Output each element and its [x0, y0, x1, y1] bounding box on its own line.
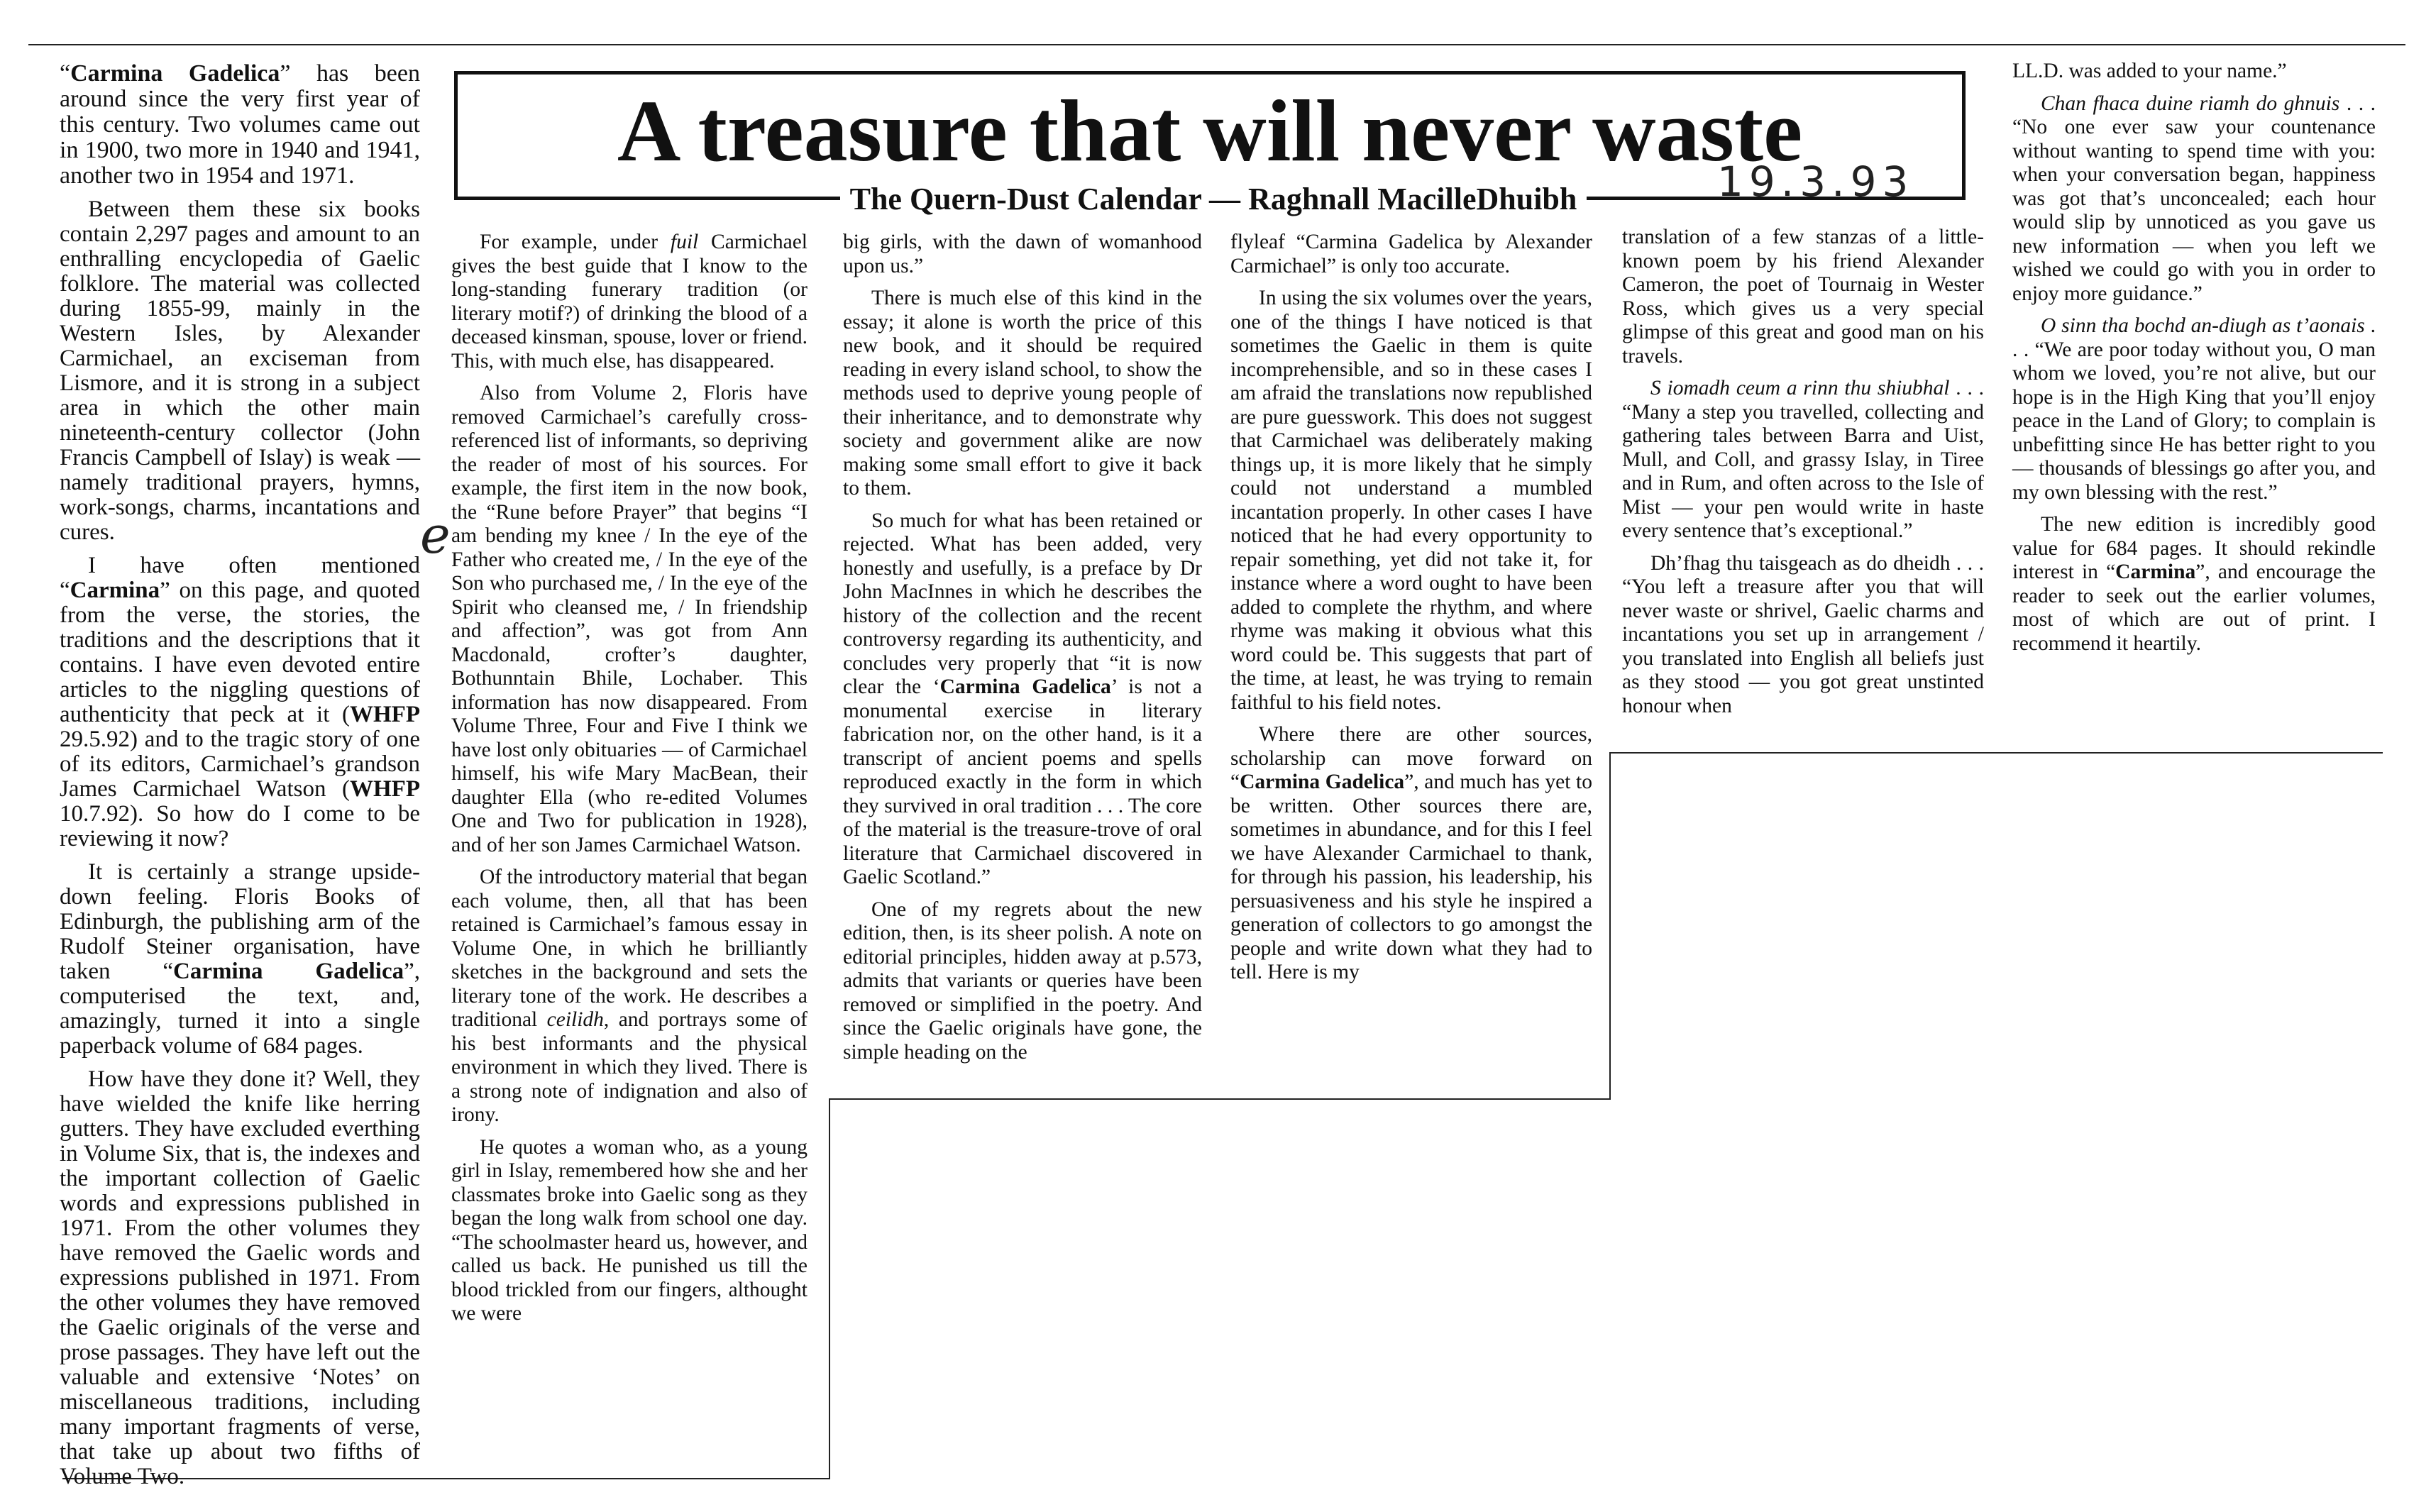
- article-column-1: [60, 61, 420, 1489]
- paragraph: Between them these six books contain 2,297 pages and amount to an enthralling encyclopedia of Gaelic folklore. The material was collected during 1855-99, mainly in the Western Isles, by Alexander Carmichael, an exciseman from Lismore, and it is strong in a subject area in which the other main nineteenth-century collector (John Francis Campbell of Islay) is weak — namely traditional prayers, hymns, work-songs, charms, incantations and cures.: [60, 197, 420, 545]
- byline: [752, 181, 1675, 217]
- paragraph: Where there are other sources, scholarship can move forward on “Carmina Gadelica”, and much has yet to be written. Other sources there are, sometimes in abundance, and for this I feel we have Alexander Carmichael to thank, for through his passion, his leadership, his persuasiveness and his style he inspired a generation of collectors to go amongst the people and write down what they had to tell. Here is my: [1230, 723, 1592, 983]
- article-column-3: [843, 231, 1202, 1064]
- paragraph: LL.D. was added to your name.”: [2012, 60, 2287, 82]
- paragraph: The new edition is incredibly good value for 684 pages. It should rekindle interest in “Carmina”, and encourage the reader to seek out the earlier volumes, most of which are out of print. I recommend it heartily.: [2012, 513, 2376, 655]
- paragraph: There is much else of this kind in the essay; it alone is worth the price of this new book, and it should be required reading in every island school, to show the methods used to deprive young people of their inheritance, and to demonstrate why society and government alike are now making some small effort to give it back to them.: [843, 287, 1202, 500]
- paragraph: One of my regrets about the new edition, then, is its sheer polish. A note on editorial principles, hidden away at p.573, admits that variants or queries have been removed or simplified in the poetry. And since the Gaelic originals have gone, the simple heading on the: [843, 898, 1202, 1064]
- top-rule: [28, 44, 2405, 45]
- article-column-5: [1622, 226, 1984, 718]
- headline: A treasure that will never waste: [617, 82, 1803, 180]
- article-column-6: [2012, 60, 2376, 656]
- mid-rule: [829, 1098, 1609, 1100]
- paragraph: I have often mentioned “Carmina” on this page, and quoted from the verse, the stories, the traditions and the descriptions that it contains. I have even devoted entire articles to the niggling questions of authenticity that peck at it (WHFP 29.5.92) and to the tragic story of one of its editors, Carmichael’s grandson James Carmichael Watson (WHFP 10.7.92). So how do I come to be reviewing it now?: [60, 553, 420, 851]
- paragraph: big girls, with the dawn of womanhood upon us.”: [843, 231, 1202, 277]
- paragraph: For example, under fuil Carmichael gives the best guide that I know to the long-standing funerary tradition (or literary motif?) of drinking the blood of a deceased kinsman, spouse, lover or friend. This, with much else, has disappeared.: [451, 231, 807, 373]
- margin-mark: e: [420, 505, 451, 565]
- paragraph: So much for what has been retained or rejected. What has been added, very honestly and usefully, is a preface by Dr John MacInnes in which he describes the history of the collection and the recent controversy regarding its authenticity, and concludes very properly that “it is now clear the ‘Carmina Gadelica’ is not a monumental exercise in literary fabrication nor, on the other hand, is it a transcript of ancient poems and spells reproduced exactly in the form in which they survived in oral tradition . . . The core of the material is the treasure-trove of oral literature that Carmichael discovered in Gaelic Scotland.”: [843, 509, 1202, 888]
- paragraph: O sinn tha bochd an-diugh as t’aonais . . . “We are poor today without you, O man whom we loved, you’re not alive, but our hope is in the High King that you’ll enjoy peace in the Land of Glory; to complain is unbefitting since He has better right to you — thousands of blessings go after you, and my own blessing with the rest.”: [2012, 314, 2376, 504]
- byline-text: The Quern-Dust Calendar — Raghnall MacilleDhuibh: [840, 182, 1587, 216]
- article-column-4: [1230, 231, 1592, 985]
- paragraph: It is certainly a strange upside-down feeling. Floris Books of Edinburgh, the publishing arm of the Rudolf Steiner organisation, have taken “Carmina Gadelica”, computerised the text, and, amazingly, turned it into a single paperback volume of 684 pages.: [60, 859, 420, 1059]
- vertical-rule-1: [829, 1098, 830, 1479]
- paragraph: He quotes a woman who, as a young girl in Islay, remembered how she and her classmates broke into Gaelic song as they began the long walk from school one day. “The schoolmaster heard us, however, and called us back. He punished us till the blood trickled from our fingers, althought we were: [451, 1135, 807, 1325]
- vertical-rule-2: [1609, 752, 1611, 1100]
- paragraph: flyleaf “Carmina Gadelica by Alexander Carmichael” is only too accurate.: [1230, 231, 1592, 277]
- paragraph: Dh’fhag thu taisgeach as do dheidh . . . “You left a treasure after you that will never waste or shrivel, Gaelic charms and incantations you set up in arrangement / you translated into English all beliefs just as they stood — you got great unstinted honour when: [1622, 551, 1984, 717]
- paragraph: S iomadh ceum a rinn thu shiubhal . . . “Many a step you travelled, collecting and gathering tales between Barra and Uist, Mull, and Coll, and grassy Islay, in Tiree and in Rum, and often across to the Isle of Mist — your pen would write in haste every sentence that’s exceptional.”: [1622, 377, 1985, 542]
- paragraph: How have they done it? Well, they have wielded the knife like herring gutters. They have excluded everthing in Volume Six, that is, the indexes and the important collection of Gaelic words and expressions published in 1971. From the other volumes they have removed the Gaelic words and expressions published in 1971. From the other volumes they have removed the Gaelic originals of the verse and prose passages. They have left out the valuable and extensive ‘Notes’ on miscellaneous traditions, including many important fragments of verse, that take up about two fifths of Volume Two.: [60, 1066, 420, 1489]
- paragraph: Chan fhaca duine riamh do ghnuis . . . “No one ever saw your countenance without wanting to spend time with you: when your conversation began, happiness was got that’s unconcealed; each hour would slip by unnoticed as you gave us new information — when you left we wished we could go with you in order to enjoy more guidance.”: [2012, 92, 2376, 305]
- paragraph: “Carmina Gadelica” has been around since the very first year of this century. Two volumes came out in 1900, two more in 1940 and 1941, another two in 1954 and 1971.: [60, 60, 420, 189]
- paragraph: In using the six volumes over the years, one of the things I have noticed is that sometimes the Gaelic in them is quite incomprehensible, and so in these cases I am afraid the translations now republished are pure guesswork. This does not suggest that Carmichael was deliberately making things up, it is more likely that he simply could not understand a mumbled incantation properly. In other cases I have noticed that he had every opportunity to repair something, yet did not take it, for instance where a word ought to have been added to complete the rhythm, and where rhyme was making it obvious what this word could be. This suggests that part of the time, at least, he was trying to remain faithful to his field notes.: [1230, 287, 1592, 714]
- paragraph: Also from Volume 2, Floris have removed Carmichael’s carefully cross-referenced list of informants, so depriving the reader of most of his sources. For example, the first item in the now book, the “Rune before Prayer” that begins “I am bending my knee / In the eye of the Father who created me, / In the eye of the Son who purchased me, / In the eye of the Spirit who cleansed me, / In friendship and affection”, was got from Ann Macdonald, crofter’s daughter, Bothunntain Bhile, Lochaber. This information has now disappeared. From Volume Three, Four and Five I think we have lost only obituaries — of Carmichael himself, his wife Mary MacBean, their daughter Ella (who re-edited Volumes One and Two for publication in 1928), and of her son James Carmichael Watson.: [451, 382, 807, 856]
- article-column-2: [451, 231, 807, 1326]
- paragraph: translation of a few stanzas of a little-known poem by his friend Alexander Cameron, the poet of Tournaig in Wester Ross, which gives us a very special glimpse of this great and good man on his travels.: [1622, 226, 1984, 368]
- right-rule: [1609, 752, 2383, 754]
- handwritten-date: 19.3.93: [1717, 158, 1914, 206]
- paragraph: Of the introductory material that began each volume, then, all that has been retained is Carmichael’s famous essay in Volume One, in which he brilliantly sketches in the background and sets the literary tone of the work. He describes a traditional ceilidh, and portrays some of his best informants and the physical environment in which they lived. There is a strong note of indignation and also of irony.: [451, 866, 807, 1126]
